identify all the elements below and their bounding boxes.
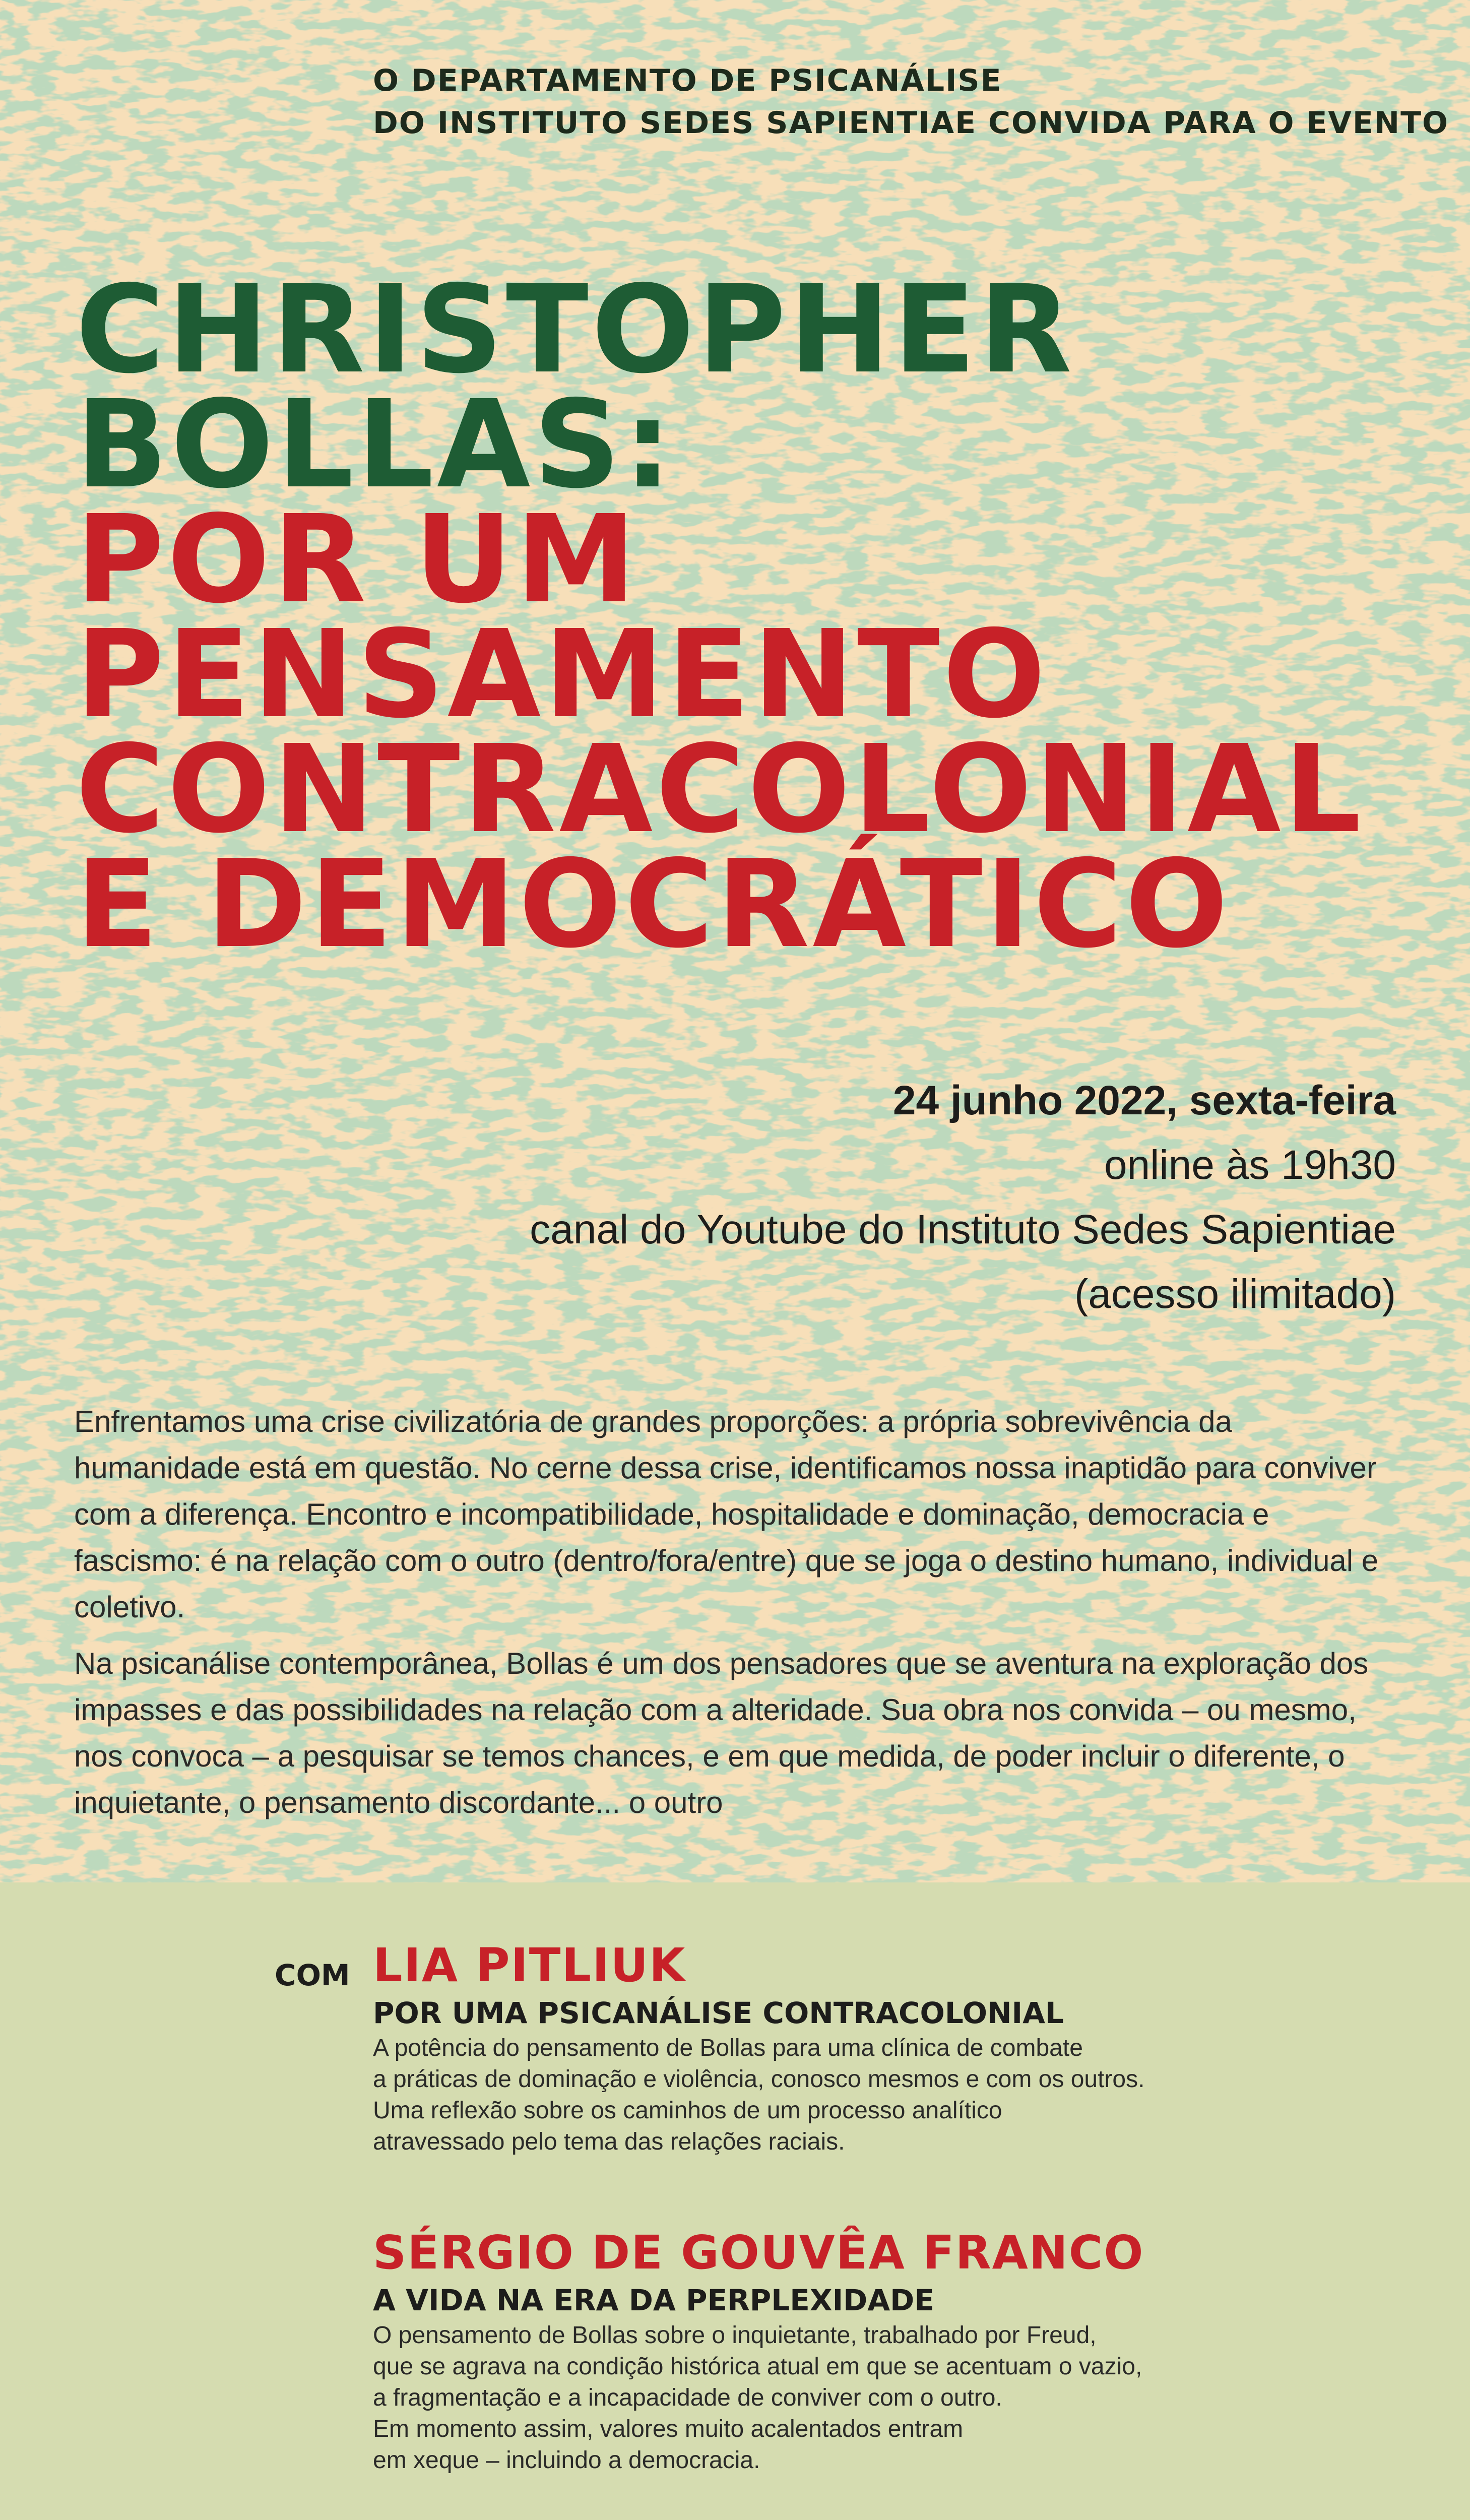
speaker-2-desc-line: O pensamento de Bollas sobre o inquietante, trabalhado por Freud, bbox=[373, 2322, 1097, 2349]
speakers-section bbox=[0, 1882, 1470, 2520]
intro-paragraph-1: Enfrentamos uma crise civilizatória de grandes proporções: a própria sobrevivência da humanidade está em questão. No cerne dessa crise, identificamos nossa inaptidão para conviver com a diferença. Encontro e incompatibilidade, hospitalidade e dominação, democracia e fascismo: é na relação com o outro (dentro/fora/entre) que se joga o destino humano, individual e coletivo. bbox=[74, 1405, 1379, 1624]
title-line-contracolonial: CONTRACOLONIAL bbox=[76, 719, 1364, 860]
speaker-2-desc-line: que se agrava na condição histórica atual em que se acentuam o vazio, bbox=[373, 2353, 1142, 2380]
speaker-1-desc-line: atravessado pelo tema das relações raciais. bbox=[373, 2128, 845, 2155]
title-line-bollas: BOLLAS: bbox=[76, 374, 675, 515]
speaker-2-description bbox=[373, 2320, 1144, 2476]
speaker-2-desc-line: Em momento assim, valores muito acalentados entram bbox=[373, 2416, 964, 2442]
speaker-2-talk-title: A VIDA NA ERA DA PERPLEXIDADE bbox=[373, 2283, 934, 2317]
speaker-1 bbox=[373, 1938, 1144, 2158]
event-date: 24 junho 2022, sexta-feira bbox=[892, 1078, 1396, 1123]
event-details bbox=[530, 1068, 1396, 1327]
title-line-christopher: CHRISTOPHER bbox=[76, 259, 1075, 400]
title-line-pensamento: PENSAMENTO bbox=[76, 604, 1049, 745]
title-line-por-um: POR UM bbox=[76, 489, 639, 630]
event-channel: canal do Youtube do Instituto Sedes Sapientiae bbox=[530, 1207, 1396, 1252]
speaker-1-name: LIA PITLIUK bbox=[373, 1938, 686, 1992]
invitation-header bbox=[373, 59, 1449, 144]
header-line-1: O DEPARTAMENTO DE PSICANÁLISE bbox=[373, 63, 1002, 98]
speaker-1-description bbox=[373, 2033, 1144, 2158]
intro-text bbox=[74, 1399, 1404, 1836]
title-line-democratico: E DEMOCRÁTICO bbox=[76, 834, 1231, 975]
intro-paragraph-2: Na psicanálise contemporânea, Bollas é um dos pensadores que se aventura na exploração dos impasses e das possibilidades na relação com a alteridade. Sua obra nos convida – ou mesmo, nos convoca – a pesquisar se temos chances, e em que medida, de poder incluir o diferente, o inquietante, o pensamento discordante... o outro bbox=[74, 1647, 1369, 1819]
speaker-2-desc-line: a fragmentação e a incapacidade de conviver com o outro. bbox=[373, 2384, 1002, 2411]
speaker-2-name: SÉRGIO DE GOUVÊA FRANCO bbox=[373, 2226, 1144, 2280]
com-label: COM bbox=[275, 1958, 350, 1992]
speaker-1-desc-line: a práticas de dominação e violência, conosco mesmos e com os outros. bbox=[373, 2066, 1145, 2093]
speaker-1-desc-line: Uma reflexão sobre os caminhos de um processo analítico bbox=[373, 2097, 1002, 2124]
speaker-1-desc-line: A potência do pensamento de Bollas para uma clínica de combate bbox=[373, 2035, 1083, 2061]
speaker-1-talk-title: POR UMA PSICANÁLISE CONTRACOLONIAL bbox=[373, 1996, 1064, 2030]
speaker-2-desc-line: em xeque – incluindo a democracia. bbox=[373, 2447, 760, 2474]
header-line-2: DO INSTITUTO SEDES SAPIENTIAE CONVIDA PARA O EVENTO bbox=[373, 105, 1449, 141]
speaker-2 bbox=[373, 2225, 1144, 2476]
event-access: (acesso ilimitado) bbox=[1074, 1271, 1396, 1317]
event-title bbox=[76, 259, 1364, 975]
event-time: online às 19h30 bbox=[1104, 1142, 1396, 1188]
